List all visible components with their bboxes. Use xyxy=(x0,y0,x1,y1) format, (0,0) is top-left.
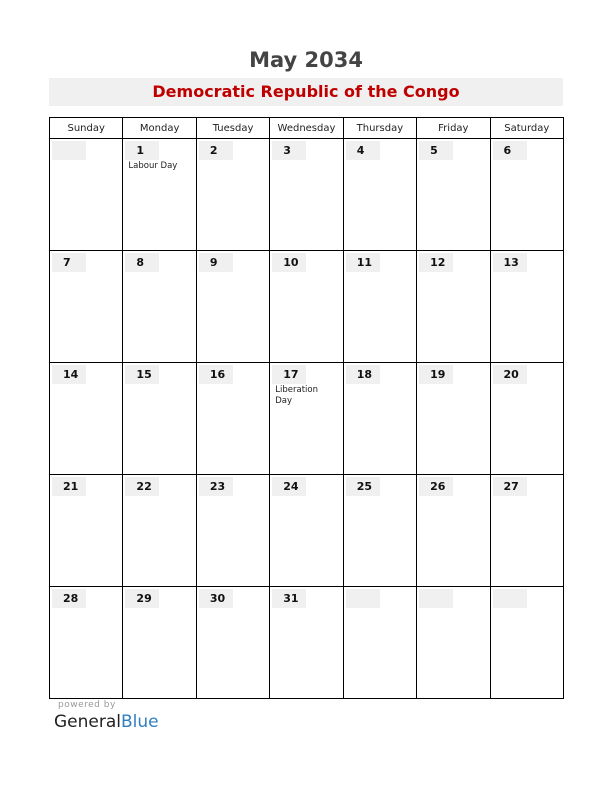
day-cell xyxy=(343,139,416,251)
day-number: 7 xyxy=(52,253,86,272)
day-cell xyxy=(417,363,490,475)
day-cell xyxy=(196,587,269,699)
day-cell xyxy=(417,251,490,363)
week-row xyxy=(50,251,564,363)
day-cell xyxy=(270,251,343,363)
day-cell xyxy=(343,587,416,699)
day-number: 12 xyxy=(419,253,453,272)
holiday-label: Labour Day xyxy=(128,161,178,171)
day-number: 15 xyxy=(125,365,159,384)
weekday-sunday: Sunday xyxy=(50,118,123,139)
powered-by-text: powered by xyxy=(58,700,116,710)
day-number: 27 xyxy=(493,477,527,496)
day-cell xyxy=(196,139,269,251)
weekday-tuesday: Tuesday xyxy=(196,118,269,139)
day-number-empty xyxy=(346,589,380,608)
weekday-thursday: Thursday xyxy=(343,118,416,139)
week-row xyxy=(50,475,564,587)
day-number: 6 xyxy=(493,141,527,160)
day-number: 13 xyxy=(493,253,527,272)
weekday-saturday: Saturday xyxy=(490,118,563,139)
day-number: 26 xyxy=(419,477,453,496)
page-title: May 2034 xyxy=(249,48,363,72)
day-number: 8 xyxy=(125,253,159,272)
day-number: 1 xyxy=(125,141,159,160)
day-number: 28 xyxy=(52,589,86,608)
weekday-wednesday: Wednesday xyxy=(270,118,343,139)
day-number: 20 xyxy=(493,365,527,384)
day-number: 21 xyxy=(52,477,86,496)
day-cell xyxy=(50,363,123,475)
day-cell xyxy=(50,251,123,363)
day-number-empty xyxy=(52,141,86,160)
day-cell xyxy=(270,475,343,587)
day-cell xyxy=(490,475,563,587)
logo-text-general: General xyxy=(54,712,121,732)
day-cell xyxy=(50,475,123,587)
day-number: 23 xyxy=(199,477,233,496)
day-cell xyxy=(417,475,490,587)
week-row xyxy=(50,139,564,251)
day-number: 17 xyxy=(272,365,306,384)
country-name: Democratic Republic of the Congo xyxy=(152,82,460,101)
holiday-label: Liberation Day xyxy=(275,385,318,406)
day-cell xyxy=(490,139,563,251)
day-number: 4 xyxy=(346,141,380,160)
day-cell xyxy=(123,587,196,699)
weekday-header-row xyxy=(50,118,564,139)
day-number: 11 xyxy=(346,253,380,272)
day-number: 5 xyxy=(419,141,453,160)
day-cell xyxy=(123,139,196,251)
day-cell xyxy=(490,363,563,475)
day-cell xyxy=(270,363,343,475)
day-number-empty xyxy=(419,589,453,608)
day-number: 31 xyxy=(272,589,306,608)
day-cell xyxy=(417,587,490,699)
day-number: 14 xyxy=(52,365,86,384)
day-cell xyxy=(196,363,269,475)
calendar-grid xyxy=(49,117,564,699)
day-number-empty xyxy=(493,589,527,608)
generalblue-logo xyxy=(54,712,159,732)
day-cell xyxy=(50,139,123,251)
day-number: 22 xyxy=(125,477,159,496)
calendar-body xyxy=(50,139,564,699)
day-cell xyxy=(417,139,490,251)
day-number: 2 xyxy=(199,141,233,160)
day-number: 24 xyxy=(272,477,306,496)
day-number: 25 xyxy=(346,477,380,496)
day-cell xyxy=(123,363,196,475)
day-cell xyxy=(196,251,269,363)
day-cell xyxy=(490,587,563,699)
day-number: 16 xyxy=(199,365,233,384)
logo-text-blue: Blue xyxy=(121,712,159,732)
day-cell xyxy=(343,475,416,587)
day-number: 3 xyxy=(272,141,306,160)
day-cell xyxy=(196,475,269,587)
day-cell xyxy=(123,251,196,363)
day-number: 9 xyxy=(199,253,233,272)
day-cell xyxy=(490,251,563,363)
country-banner xyxy=(49,78,563,106)
day-number: 29 xyxy=(125,589,159,608)
week-row xyxy=(50,363,564,475)
day-number: 10 xyxy=(272,253,306,272)
day-cell xyxy=(50,587,123,699)
weekday-monday: Monday xyxy=(123,118,196,139)
day-number: 30 xyxy=(199,589,233,608)
day-number: 18 xyxy=(346,365,380,384)
day-cell xyxy=(343,363,416,475)
day-cell xyxy=(343,251,416,363)
day-cell xyxy=(270,587,343,699)
day-cell xyxy=(270,139,343,251)
day-number: 19 xyxy=(419,365,453,384)
week-row xyxy=(50,587,564,699)
weekday-friday: Friday xyxy=(417,118,490,139)
day-cell xyxy=(123,475,196,587)
